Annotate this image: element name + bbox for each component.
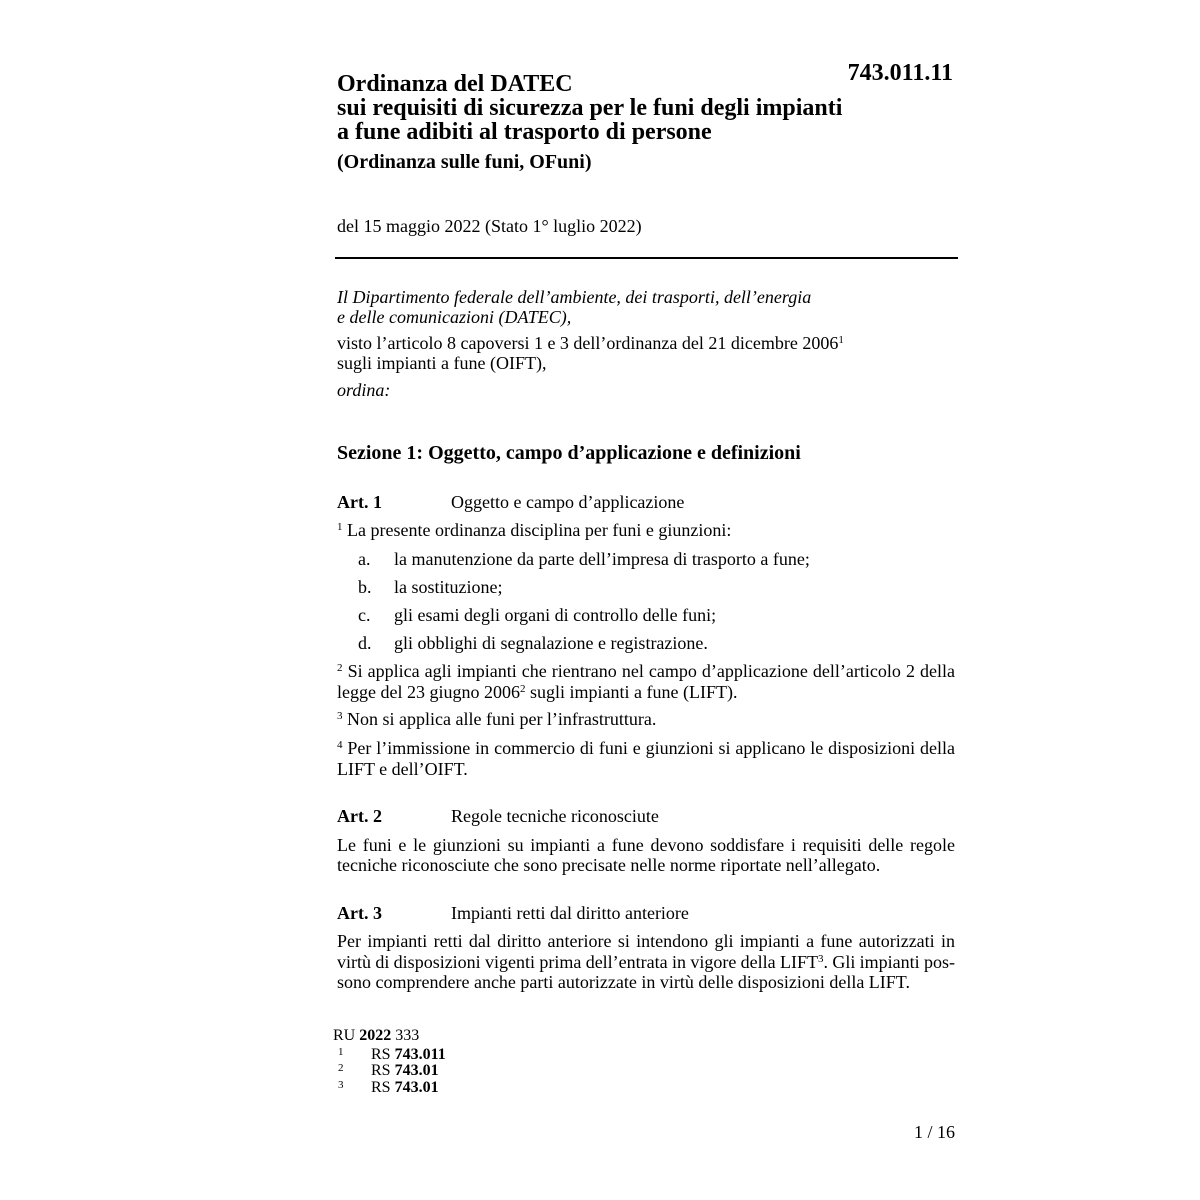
footnote-ref: 3 bbox=[817, 953, 824, 965]
short-title: (Ordinanza sulle funi, OFuni) bbox=[337, 151, 592, 173]
footnote-ref: 2 bbox=[519, 683, 526, 695]
article-label: Art. 1 bbox=[337, 492, 382, 512]
paragraph-text: Si applica agli impianti che rientrano nel campo d’applicazione dell’articolo 2 della bbox=[347, 661, 955, 681]
list-item: la sostituzione; bbox=[394, 577, 503, 597]
footnote-number: 3 bbox=[338, 1079, 344, 1091]
paragraph-text: Non si applica alle funi per l’infrastruttura. bbox=[347, 709, 657, 729]
decree-word: ordina: bbox=[337, 380, 391, 400]
date-line: del 15 maggio 2022 (Stato 1° luglio 2022) bbox=[337, 216, 642, 236]
paragraph-number: 1 bbox=[337, 521, 343, 533]
list-marker: b. bbox=[358, 577, 372, 597]
footnote-text bbox=[371, 1047, 446, 1063]
title-line: Ordinanza del DATEC bbox=[337, 71, 573, 97]
footnote-prefix: RS bbox=[371, 1079, 391, 1096]
authority-line: e delle comunicazioni (DATEC), bbox=[337, 307, 572, 327]
paragraph-number: 4 bbox=[337, 739, 343, 751]
paragraph bbox=[337, 738, 955, 758]
list-marker: a. bbox=[358, 549, 371, 569]
footnote-ref-number: 743.011 bbox=[394, 1046, 446, 1063]
legal-basis-line bbox=[337, 333, 844, 353]
paragraph-line: Per impianti retti dal diritto anteriore si intendono gli impianti a fune autorizzati in bbox=[337, 931, 955, 951]
paragraph-number: 2 bbox=[337, 662, 343, 674]
footnote-ref-number: 743.01 bbox=[394, 1062, 439, 1079]
title-divider bbox=[335, 257, 958, 259]
paragraph bbox=[337, 709, 656, 729]
paragraph-line: Le funi e le giunzioni su impianti a fune devono soddisfare i requisiti delle regole bbox=[337, 835, 955, 855]
ru-number: 333 bbox=[395, 1027, 420, 1044]
authority-line: Il Dipartimento federale dell’ambiente, dei trasporti, dell’energia bbox=[337, 287, 812, 307]
footnote-ref-number: 743.01 bbox=[394, 1079, 439, 1096]
article-heading: Oggetto e campo d’applicazione bbox=[451, 492, 685, 512]
sr-number: 743.011.11 bbox=[847, 60, 953, 86]
list-item: gli esami degli organi di controllo delle funi; bbox=[394, 605, 717, 625]
paragraph-text: Per l’immissione in commercio di funi e giunzioni si applicano le disposizioni della bbox=[347, 738, 956, 758]
article-heading: Regole tecniche riconosciute bbox=[451, 806, 659, 826]
paragraph-line: LIFT e dell’OIFT. bbox=[337, 759, 468, 779]
footnote-prefix: RS bbox=[371, 1062, 391, 1079]
paragraph-text: La presente ordinanza disciplina per funi e giunzioni: bbox=[347, 520, 732, 540]
footnote-text bbox=[371, 1063, 439, 1079]
section-title: Sezione 1: Oggetto, campo d’applicazione e definizioni bbox=[337, 442, 801, 464]
paragraph bbox=[337, 661, 955, 681]
paragraph bbox=[337, 520, 731, 540]
ru-year: 2022 bbox=[359, 1027, 392, 1044]
article-heading: Impianti retti dal diritto anteriore bbox=[451, 903, 689, 923]
paragraph-text: legge del 23 giugno 2006 bbox=[337, 682, 520, 702]
paragraph-text: virtù di disposizioni vigenti prima dell’entrata in vigore della LIFT bbox=[337, 952, 818, 972]
article-label: Art. 2 bbox=[337, 806, 382, 826]
legal-basis-line: sugli impianti a fune (OIFT), bbox=[337, 353, 547, 373]
title-line: sui requisiti di sicurezza per le funi degli impianti bbox=[337, 95, 843, 121]
footnote-text bbox=[371, 1080, 439, 1096]
list-item: la manutenzione da parte dell’impresa di trasporto a fune; bbox=[394, 549, 810, 569]
legal-basis-text: visto l’articolo 8 capoversi 1 e 3 dell’ordinanza del 21 dicembre 2006 bbox=[337, 333, 839, 353]
paragraph-number: 3 bbox=[337, 710, 343, 722]
footnote-prefix: RS bbox=[371, 1046, 391, 1063]
ru-reference bbox=[333, 1028, 419, 1044]
page-indicator: 1 / 16 bbox=[913, 1122, 955, 1142]
paragraph-text: . Gli impianti pos- bbox=[823, 952, 956, 972]
paragraph-text: sugli impianti a fune (LIFT). bbox=[525, 682, 738, 702]
article-label: Art. 3 bbox=[337, 903, 382, 923]
footnote-number: 1 bbox=[338, 1046, 344, 1058]
list-marker: c. bbox=[358, 605, 371, 625]
paragraph-line bbox=[337, 682, 737, 702]
paragraph-line bbox=[337, 952, 955, 972]
list-item: gli obblighi di segnalazione e registrazione. bbox=[394, 633, 708, 653]
ru-prefix: RU bbox=[333, 1027, 356, 1044]
footnote-number: 2 bbox=[338, 1062, 344, 1074]
paragraph-line: sono comprendere anche parti autorizzate in virtù delle disposizioni della LIFT. bbox=[337, 972, 910, 992]
title-line: a fune adibiti al trasporto di persone bbox=[337, 119, 712, 145]
footnote-ref: 1 bbox=[838, 334, 844, 346]
list-marker: d. bbox=[358, 633, 372, 653]
paragraph-line: tecniche riconosciute che sono precisate nelle norme riportate nell’allegato. bbox=[337, 855, 881, 875]
